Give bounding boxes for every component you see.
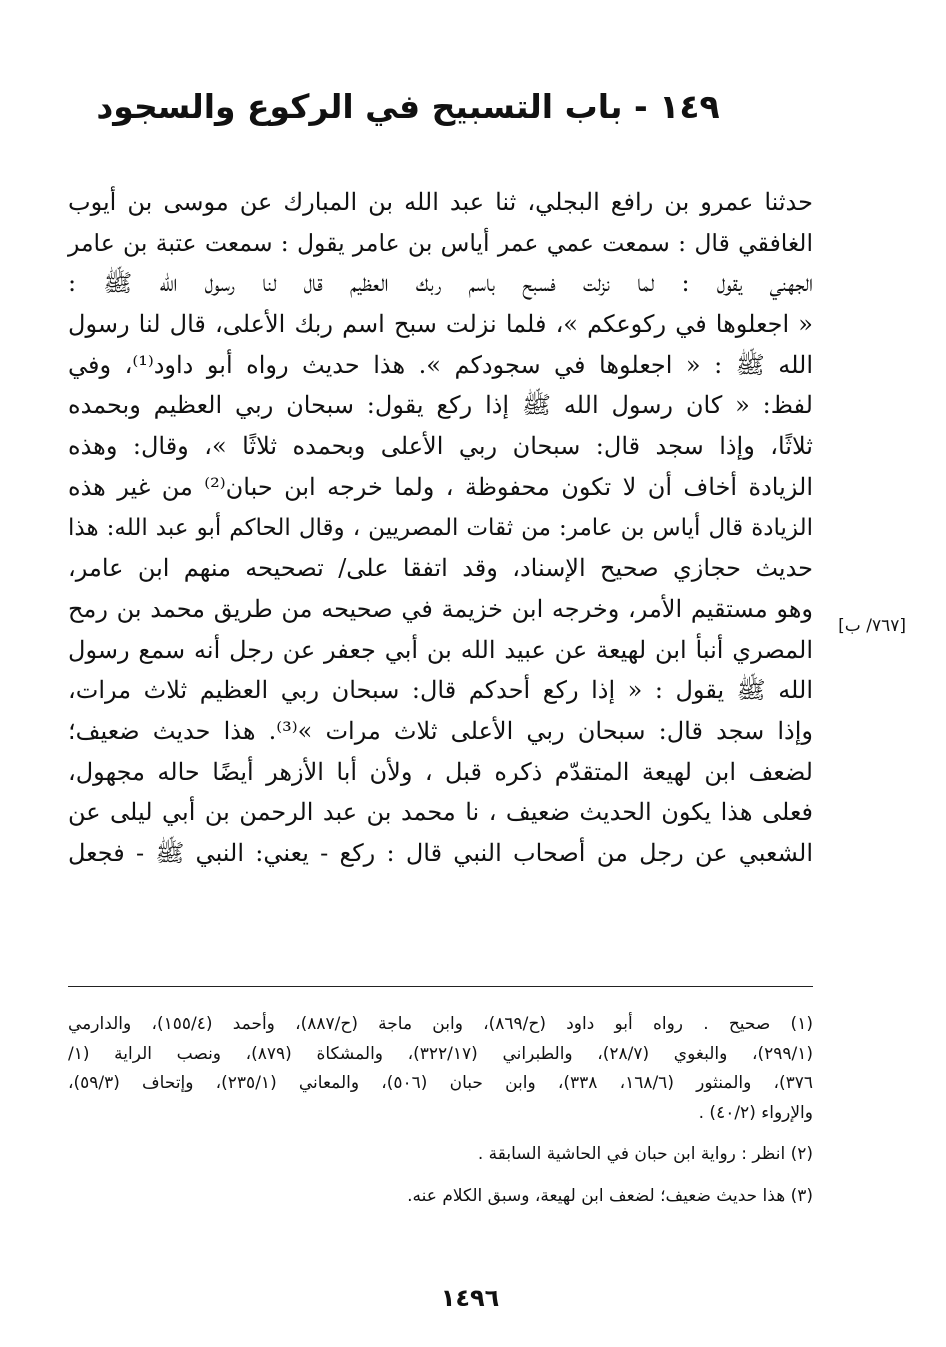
text-line: ثلاثًا، وإذا سجد قال: سبحان ربي الأعلى وبحمده ثلاثًا »، وقال: وهذه	[68, 432, 813, 461]
footnote-2	[68, 1140, 813, 1170]
text-line: حديث حجازي صحيح الإسناد، وقد اتفقا على/ تصحيحه منهم ابن عامر،	[68, 554, 813, 583]
text-line: حدثنا عمرو بن رافع البجلي، ثنا عبد الله بن المبارك عن موسى بن أيوب	[68, 188, 813, 216]
text-line: الجهني يقول : لما نزلت فسبح باسم ربك العظيم قال لنا رسول الله ﷺ :	[68, 269, 813, 298]
text-line: « اجعلوها في ركوعكم »، فلما نزلت سبح اسم ربك الأعلى، قال لنا رسول	[68, 310, 813, 339]
footnote-line: (٣) هذا حديث ضعيف؛ لضعف ابن لهيعة، وسبق الكلام عنه.	[407, 1185, 813, 1206]
text-line: فعلى هذا يكون الحديث ضعيف ، نا محمد بن عبد الرحمن بن أبي ليلى عن	[68, 798, 813, 827]
text-line: الزيادة قال أياس بن عامر: من ثقات المصريين ، وقال الحاكم أبو عبد الله: هذا	[68, 514, 813, 541]
text-line: الله ﷺ يقول : « إذا ركع أحدكم قال: سبحان ربي العظيم ثلاث مرات،	[68, 676, 813, 705]
footnote-3	[68, 1182, 813, 1212]
page-number: ١٤٩٦	[440, 1284, 500, 1312]
footnote-separator	[68, 986, 813, 987]
footnote-line: والإرواء (٤٠/٢) .	[698, 1102, 813, 1123]
footnote-line: (١) صحيح . رواه أبو داود (ح/٨٦٩)، وابن ماجة (ح/٨٨٧)، وأحمد (١٥٥/٤)، والدارمي	[68, 1014, 813, 1034]
footnote-line: (٢٩٩/١)، والبغوي (٢٨/٧)، والطبراني (٣٢٢/١٧)، والمشكاة (٨٧٩)، ونصب الراية (١/	[68, 1043, 813, 1064]
main-text	[68, 182, 813, 874]
footnote-line: ٣٧٦)، والمنثور (١٦٨/٦، ٣٣٨)، وابن حبان (٥٠٦)، والمعاني (٢٣٥/١)، وإتحاف (٥٩/٣)،	[68, 1073, 814, 1093]
footnote-1	[68, 1010, 813, 1128]
text-line: الشعبي عن رجل من أصحاب النبي قال : ركع - يعني: النبي ﷺ - فجعل	[68, 839, 813, 867]
text-line: وهو مستقيم الأمر، وخرجه ابن خزيمة في صحيحه من طريق محمد بن رمح	[68, 594, 813, 623]
text-line: لضعف ابن لهيعة المتقدّم ذكره قبل ، ولأن أبا الأزهر أيضًا حاله مجهول،	[68, 757, 813, 786]
text-line: المصري أنبأ ابن لهيعة عن عبيد الله بن أبي جعفر عن رجل أنه سمع رسول	[68, 635, 813, 664]
chapter-title: ١٤٩ - باب التسبيح في الركوع والسجود	[96, 87, 720, 126]
footnotes	[68, 1010, 813, 1223]
text-line: الغافقي قال : سمعت عمي عمر أياس بن عامر يقول : سمعت عتبة بن عامر	[68, 228, 813, 257]
text-line: وإذا سجد قال: سبحان ربي الأعلى ثلاث مرات »⁽³⁾. هذا حديث ضعيف؛	[68, 716, 813, 745]
text-line: الله ﷺ : « اجعلوها في سجودكم ». هذا حديث رواه أبو داود⁽¹⁾، وفي	[68, 350, 813, 379]
footnote-line: (٢) انظر : رواية ابن حبان في الحاشية السابقة .	[477, 1144, 813, 1164]
margin-folio-note: [٧٦٧/ ب]	[838, 616, 906, 636]
text-line: الزيادة أخاف أن لا تكون محفوظة ، ولما خرجه ابن حبان⁽²⁾ من غير هذه	[68, 472, 813, 501]
text-line: لفظ: « كان رسول الله ﷺ إذا ركع يقول: سبحان ربي العظيم وبحمده	[68, 391, 813, 420]
